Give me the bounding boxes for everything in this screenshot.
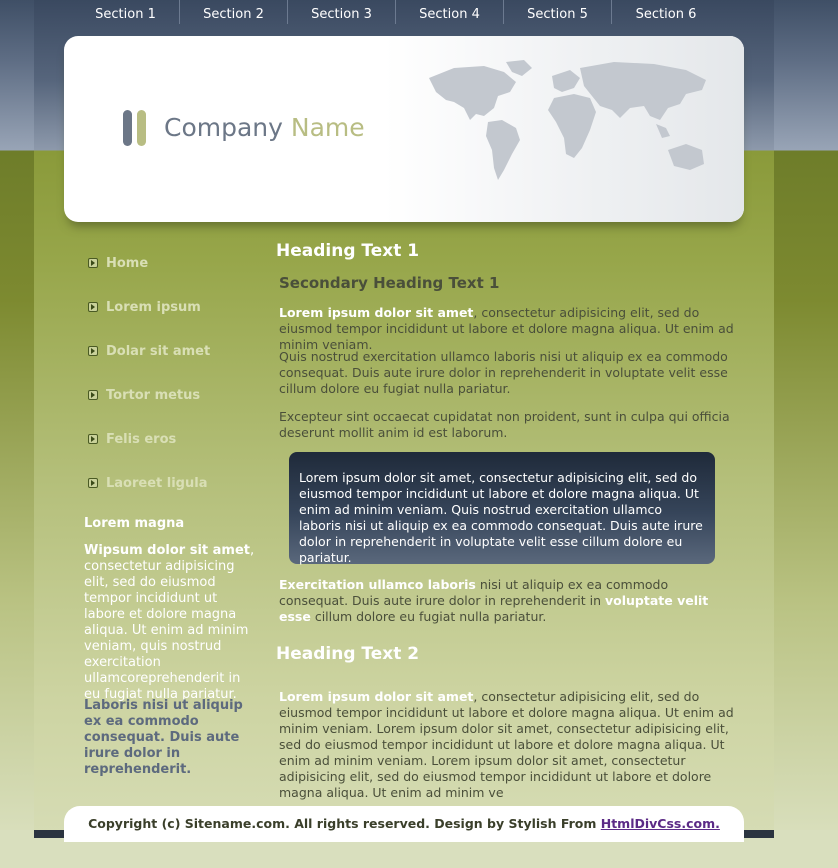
paragraph-2: Quis nostrud exercitation ullamco laboris nisi ut aliquip ex ea commodo consequat. Duis aute irure dolor in reprehenderit in voluptate velit esse cillum dolore eu fugiat nulla pariatur. (279, 349, 728, 396)
paragraph-5-bold: Lorem ipsum dolor sit amet (279, 689, 474, 704)
sidebar-item-label: Tortor metus (106, 388, 201, 403)
sidebar-item-laoreet-ligula[interactable] (88, 470, 258, 514)
nav-section-4[interactable]: Section 4 (396, 0, 504, 24)
paragraph-3: Excepteur sint occaecat cupidatat non proident, sunt in culpa qui officia deserunt mollit anim id est laborum. (279, 409, 730, 440)
footer-link[interactable]: HtmlDivCss.com. (600, 816, 720, 831)
sidebar-item-label: Dolar sit amet (106, 344, 211, 359)
top-navigation (72, 0, 772, 28)
sidebar-item-tortor-metus[interactable] (88, 382, 258, 426)
sidebar-item-dolar-sit-amet[interactable] (88, 338, 258, 382)
sidebar-note: Laboris nisi ut aliquip ex ea commodo consequat. Duis aute irure dolor in reprehenderit. (84, 698, 243, 777)
paragraph-4-bold-2: voluptate velit esse (279, 593, 709, 624)
arrow-bullet-icon (88, 302, 98, 312)
sidebar-paragraph (84, 543, 259, 703)
sidebar-para-bold: Wipsum dolor sit amet (84, 543, 251, 558)
paragraph-1 (279, 305, 737, 353)
sidebar-menu (88, 250, 258, 514)
nav-section-3[interactable]: Section 3 (288, 0, 396, 24)
sidebar-item-label: Home (106, 256, 149, 271)
header-banner (64, 36, 744, 222)
heading-1: Heading Text 1 (276, 241, 420, 261)
secondary-heading-1: Secondary Heading Text 1 (279, 274, 500, 292)
logo-word-company: Company (164, 113, 283, 142)
footer-copyright: Copyright (c) Sitename.com. All rights reserved. Design by Stylish From (88, 816, 601, 831)
logo-bar-dark (123, 110, 132, 146)
sidebar-item-label: Laoreet ligula (106, 476, 208, 491)
logo-icon (123, 110, 151, 150)
callout-text: Lorem ipsum dolor sit amet, consectetur adipisicing elit, sed do eiusmod tempor incididunt ut labore et dolore magna aliqua. Ut enim ad minim veniam. Quis nostrud exercitation ullamco laboris nisi ut aliquip ex ea commodo consequat. Duis aute irure dolor in reprehenderit in voluptate velit esse cillum dolore eu pariatur. (299, 470, 703, 565)
arrow-bullet-icon (88, 434, 98, 444)
footer (64, 806, 744, 842)
sidebar-item-home[interactable] (88, 250, 258, 294)
nav-section-2[interactable]: Section 2 (180, 0, 288, 24)
arrow-bullet-icon (88, 390, 98, 400)
nav-section-6[interactable]: Section 6 (635, 7, 697, 22)
paragraph-4 (279, 577, 737, 625)
sidebar-title: Lorem magna (84, 516, 185, 531)
logo-bar-light (137, 110, 146, 146)
paragraph-1-text: , consectetur adipisicing elit, sed do eiusmod tempor incididunt ut labore et dolore magna aliqua. Ut enim ad minim veniam. (279, 305, 734, 352)
sidebar-para-text: , consectetur adipisicing elit, sed do eiusmod tempor incididunt ut labore et dolore magna aliqua. Ut enim ad minim veniam, quis nostrud exercitation ullamcoreprehenderit in eu fugiat nulla pariatur. (84, 543, 255, 702)
world-map-icon (424, 58, 724, 198)
arrow-bullet-icon (88, 478, 98, 488)
sidebar-item-label: Felis eros (106, 432, 177, 447)
paragraph-4-text-2: cillum dolore eu fugiat nulla pariatur. (310, 609, 547, 624)
sidebar-item-lorem-ipsum[interactable] (88, 294, 258, 338)
sidebar-item-label: Lorem ipsum (106, 300, 201, 315)
paragraph-5-text: , consectetur adipisicing elit, sed do eiusmod tempor incididunt ut labore et dolore magna aliqua. Ut enim ad minim veniam. Lorem ipsum dolor sit amet, consectetur adipisicing elit, sed do eiusmod tempor incididunt ut labore et dolore magna aliqua. Ut enim ad minim veniam. Lorem ipsum dolor sit amet, consectetur adipisicing elit, sed do eiusmod tempor incididunt ut labore et dolore magna aliqua. Ut enim ad minim ve (279, 689, 734, 800)
logo-word-name: Name (290, 113, 365, 142)
paragraph-4-bold-1: Exercitation ullamco laboris (279, 577, 476, 592)
callout-box (289, 452, 715, 564)
paragraph-4-text-1: nisi ut aliquip ex ea commodo consequat. Duis aute irure dolor in reprehenderit in (279, 577, 669, 608)
nav-section-5[interactable]: Section 5 (504, 0, 612, 24)
company-logo-text[interactable] (164, 110, 365, 146)
arrow-bullet-icon (88, 346, 98, 356)
heading-2: Heading Text 2 (276, 644, 420, 664)
arrow-bullet-icon (88, 258, 98, 268)
paragraph-5 (279, 689, 737, 801)
paragraph-1-bold: Lorem ipsum dolor sit amet (279, 305, 474, 320)
sidebar-item-felis-eros[interactable] (88, 426, 258, 470)
nav-section-1[interactable]: Section 1 (72, 0, 180, 24)
